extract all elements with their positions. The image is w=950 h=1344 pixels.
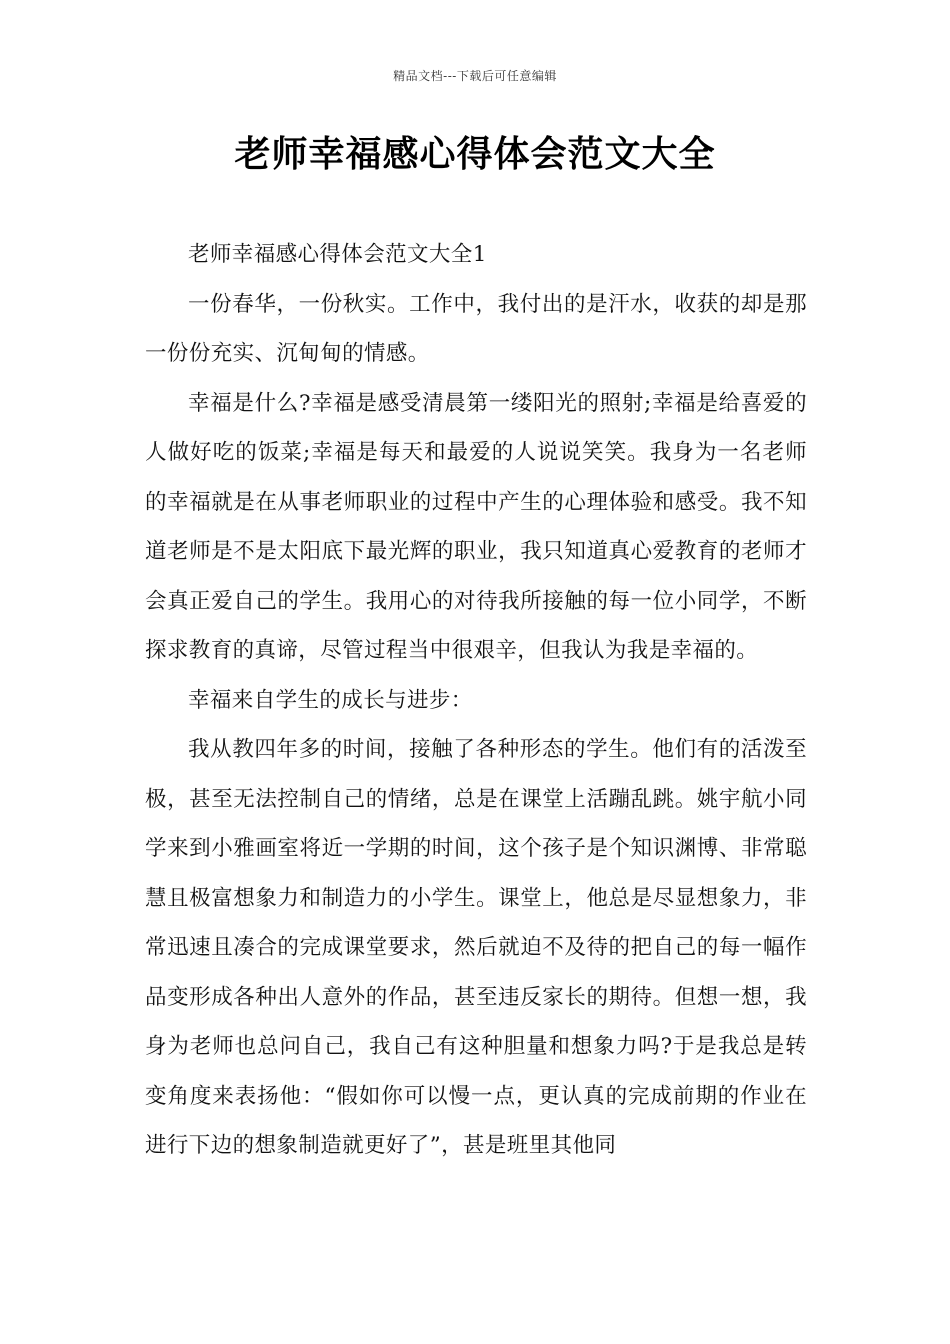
document-body: [145, 230, 807, 1171]
section-heading: 老师幸福感心得体会范文大全1: [188, 242, 487, 267]
header-note: 精品文档---下载后可任意编辑: [393, 69, 557, 83]
paragraph: 幸福来自学生的成长与进步：: [188, 687, 473, 713]
paragraph: 幸福是什么?幸福是感受清晨第一缕阳光的照射;幸福是给喜爱的人做好吃的饭菜;幸福是每天和最爱的人说说笑笑。我身为一名老师的幸福就是在从事老师职业的过程中产生的心理体验和感受。我不知道老师是不是太阳底下最光辉的职业，我只知道真心爱教育的老师才会真正爱自己的学生。我用心的对待我所接触的每一位小同学，不断探求教育的真谛，尽管过程当中很艰辛，但我认为我是幸福的。: [145, 390, 807, 663]
paragraph: 我从教四年多的时间，接触了各种形态的学生。他们有的活泼至极，甚至无法控制自己的情绪，总是在课堂上活蹦乱跳。姚宇航小同学来到小雅画室将近一学期的时间，这个孩子是个知识渊博、非常聪慧且极富想象力和制造力的小学生。课堂上，他总是尽显想象力，非常迅速且凑合的完成课堂要求，然后就迫不及待的把自己的每一幅作品变形成各种出人意外的作品，甚至违反家长的期待。但想一想，我身为老师也总问自己，我自己有这种胆量和想象力吗?于是我总是转变角度来表扬他：“假如你可以慢一点，更认真的完成前期的作业在进行下边的想象制造就更好了”，甚是班里其他同: [145, 737, 807, 1158]
paragraph: 一份春华，一份秋实。工作中，我付出的是汗水，收获的却是那一份份充实、沉甸甸的情感。: [145, 291, 807, 366]
document-title: 老师幸福感心得体会范文大全: [234, 133, 716, 175]
